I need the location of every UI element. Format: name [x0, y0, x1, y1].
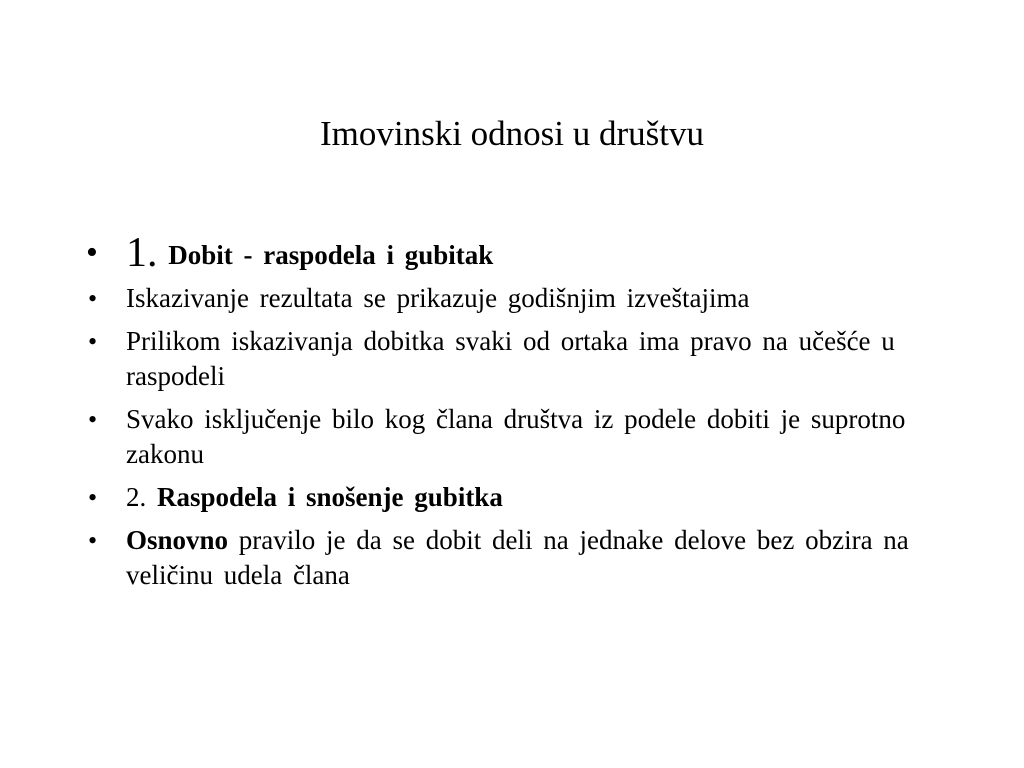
- bullet-text: Svako isključenje bilo kog člana društva iz podele dobiti je suprotno zakonu: [126, 404, 906, 469]
- bullet-bold-text: Raspodela i snošenje gubitka: [157, 482, 503, 512]
- bullet-number: 1.: [126, 230, 158, 276]
- bullet-marker: •: [88, 483, 98, 512]
- bullet-marker: •: [88, 327, 98, 356]
- bullet-text: Iskazivanje rezultata se prikazuje godišnjim izveštajima: [126, 283, 750, 313]
- bullet-text: Prilikom iskazivanja dobitka svaki od ortaka ima pravo na učešće u raspodeli: [126, 326, 895, 391]
- bullet-marker: •: [88, 405, 98, 434]
- bullet-item-4: [86, 402, 946, 472]
- bullet-marker: •: [88, 526, 98, 555]
- bullet-item-2: [86, 281, 946, 316]
- slide-title: Imovinski odnosi u društvu: [319, 114, 705, 153]
- bullet-number: 2.: [126, 482, 147, 512]
- bullet-item-1: [86, 228, 946, 280]
- bullet-marker: •: [86, 234, 98, 271]
- bullet-item-3: [86, 324, 946, 394]
- bullet-item-6: [86, 523, 946, 593]
- bullet-bold-text: Dobit - raspodela i gubitak: [168, 240, 494, 270]
- bullet-bold-text: Osnovno: [126, 525, 229, 555]
- bullet-marker: •: [88, 284, 98, 313]
- bullet-item-5: [86, 480, 946, 515]
- bullet-text: pravilo je da se dobit deli na jednake delove bez obzira na veličinu udela člana: [126, 525, 909, 590]
- bullet-list: [86, 228, 946, 601]
